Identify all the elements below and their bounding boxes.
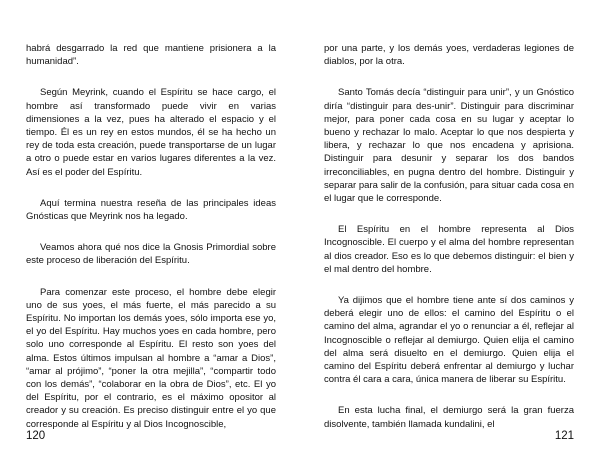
right-page-text	[324, 42, 574, 449]
left-page-text	[26, 42, 276, 449]
paragraph: En esta lucha final, el demiurgo será la gran fuerza disolvente, también llamada kundalini, el	[324, 405, 574, 430]
paragraph: Según Meyrink, cuando el Espíritu se hace cargo, el hombre así transformado puede vivir en varias dimensiones a la vez, pues ha alterado el espacio y el tiempo. Él es un rey en estos mundos, él se ha hecho un rey de toda esta creación, puede transportarse de un lugar a otro o puede estar en varios lugares diferentes a la vez. Así es el poder del Espíritu.	[26, 87, 276, 178]
paragraph: El Espíritu en el hombre representa al Dios Incognoscible. El cuerpo y el alma del hombre representan al dios creador. Eso es lo que debemos distinguir: el bien y el mal dentro del hombre.	[324, 224, 574, 275]
paragraph: habrá desgarrado la red que mantiene prisionera a la humanidad”.	[26, 43, 276, 68]
page-number-left: 120	[26, 430, 46, 442]
paragraph: por una parte, y los demás yoes, verdaderas legiones de diablos, por la otra.	[324, 43, 574, 68]
page-number-right: 121	[554, 430, 574, 442]
paragraph: Ya dijimos que el hombre tiene ante sí dos caminos y deberá elegir uno de ellos: el camino del Espíritu o el camino del alma, agrandar el yo o renunciar a él, reflejar al Incognoscible o reflejar al demiurgo. Quien elija el camino del alma será disuelto en el demiurgo. Quien elija el camino del Espíritu deberá enfrentar al demiurgo y luchar contra él cara a cara, única manera de liberar su Espíritu.	[324, 295, 574, 386]
paragraph: Para comenzar este proceso, el hombre debe elegir uno de sus yoes, el más fuerte, el más parecido a su Espíritu. No importan los demás yoes, sólo importa ese yo, el yo del Espíritu. Hay muchos yoes en cada hombre, pero solo uno corresponde al Espíritu. El resto son yoes del alma. Estos últimos impulsan al hombre a “amar a Dios”, “amar al prójimo”, “poner la otra mejilla”, “compartir todo con los demás”, “colaborar en la obra de Dios”, etc. El yo del Espíritu, por el contrario, es el máximo opositor al creador y su creación. Es preciso distinguir entre el yo que corresponde al Espíritu y al Dios Incognoscible,	[26, 286, 276, 430]
paragraph: Santo Tomás decía “distinguir para unir”, y un Gnóstico diría “distinguir para des-unir”. Distinguir para discriminar mejor, para poner cada cosa en su lugar y aceptar lo bueno y rechazar lo malo. Aceptar lo que nos despierta y libera, y rechazar lo que nos encadena y aprisiona. Distinguir para desunir y separar los dos bandos irreconciliables, en pugna dentro del hombre. Distinguir y separar para salir de la confusión, para situar cada cosa en el lugar que le corresponde.	[324, 87, 574, 205]
paragraph: Veamos ahora qué nos dice la Gnosis Primordial sobre este proceso de liberación del Espíritu.	[26, 242, 276, 267]
paragraph: Aquí termina nuestra reseña de las principales ideas Gnósticas que Meyrink nos ha legado.	[26, 197, 276, 223]
left-page	[26, 0, 276, 458]
right-page	[324, 0, 574, 458]
